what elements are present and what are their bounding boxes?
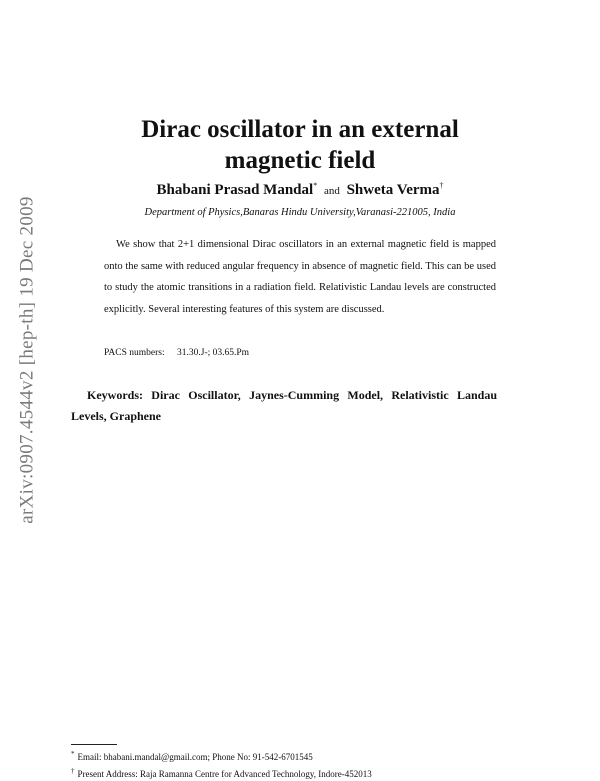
author-name-1: Bhabani Prasad Mandal — [156, 182, 314, 198]
arxiv-identifier-text: arXiv:0907.4544v2 [hep-th] 19 Dec 2009 — [17, 196, 39, 524]
paper-title — [60, 114, 540, 176]
pacs-line — [104, 348, 249, 358]
abstract-paragraph: We show that 2+1 dimensional Dirac oscillators in an external magnetic field is mapped onto the same with reduced angular frequency in absence of magnetic field. This can be used to study the atomic transitions in a radiation field. Relativistic Landau levels are constructed explicitly. Several interesting features of this system are discussed. — [104, 239, 496, 315]
paper-title-line-1: Dirac oscillator in an external — [141, 116, 459, 143]
keywords-paragraph — [71, 385, 497, 427]
author-name-2: Shweta Verma — [346, 182, 440, 198]
paper-title-line-2: magnetic field — [224, 147, 376, 174]
pacs-label: PACS numbers: — [104, 348, 165, 358]
keywords-label: Keywords: — [87, 388, 143, 402]
author-footnote-mark-2: † — [439, 181, 444, 190]
footnote-mark: † — [71, 767, 75, 775]
footnote-text: Email: bhabani.mandal@gmail.com; Phone No: 91-542-6701545 — [77, 752, 313, 762]
keywords-text: Dirac Oscillator, Jaynes-Cumming Model, Relativistic Landau Levels, Graphene — [71, 388, 497, 423]
footnote-divider — [71, 744, 117, 745]
author-footnote-mark-1: * — [313, 181, 318, 190]
author-conjunction: and — [323, 185, 340, 197]
pacs-codes: 31.30.J-; 03.65.Pm — [177, 348, 250, 358]
arxiv-identifier-sidebar — [8, 190, 48, 530]
footnote-mark: * — [71, 750, 75, 758]
footnote-text: Present Address: Raja Ramanna Centre for Advanced Technology, Indore-452013 — [77, 769, 372, 779]
footnote-address — [71, 764, 531, 781]
author-list — [60, 181, 540, 199]
footnote-email — [71, 747, 531, 764]
author-affiliation: Department of Physics,Banaras Hindu University,Varanasi-221005, India — [144, 207, 456, 218]
